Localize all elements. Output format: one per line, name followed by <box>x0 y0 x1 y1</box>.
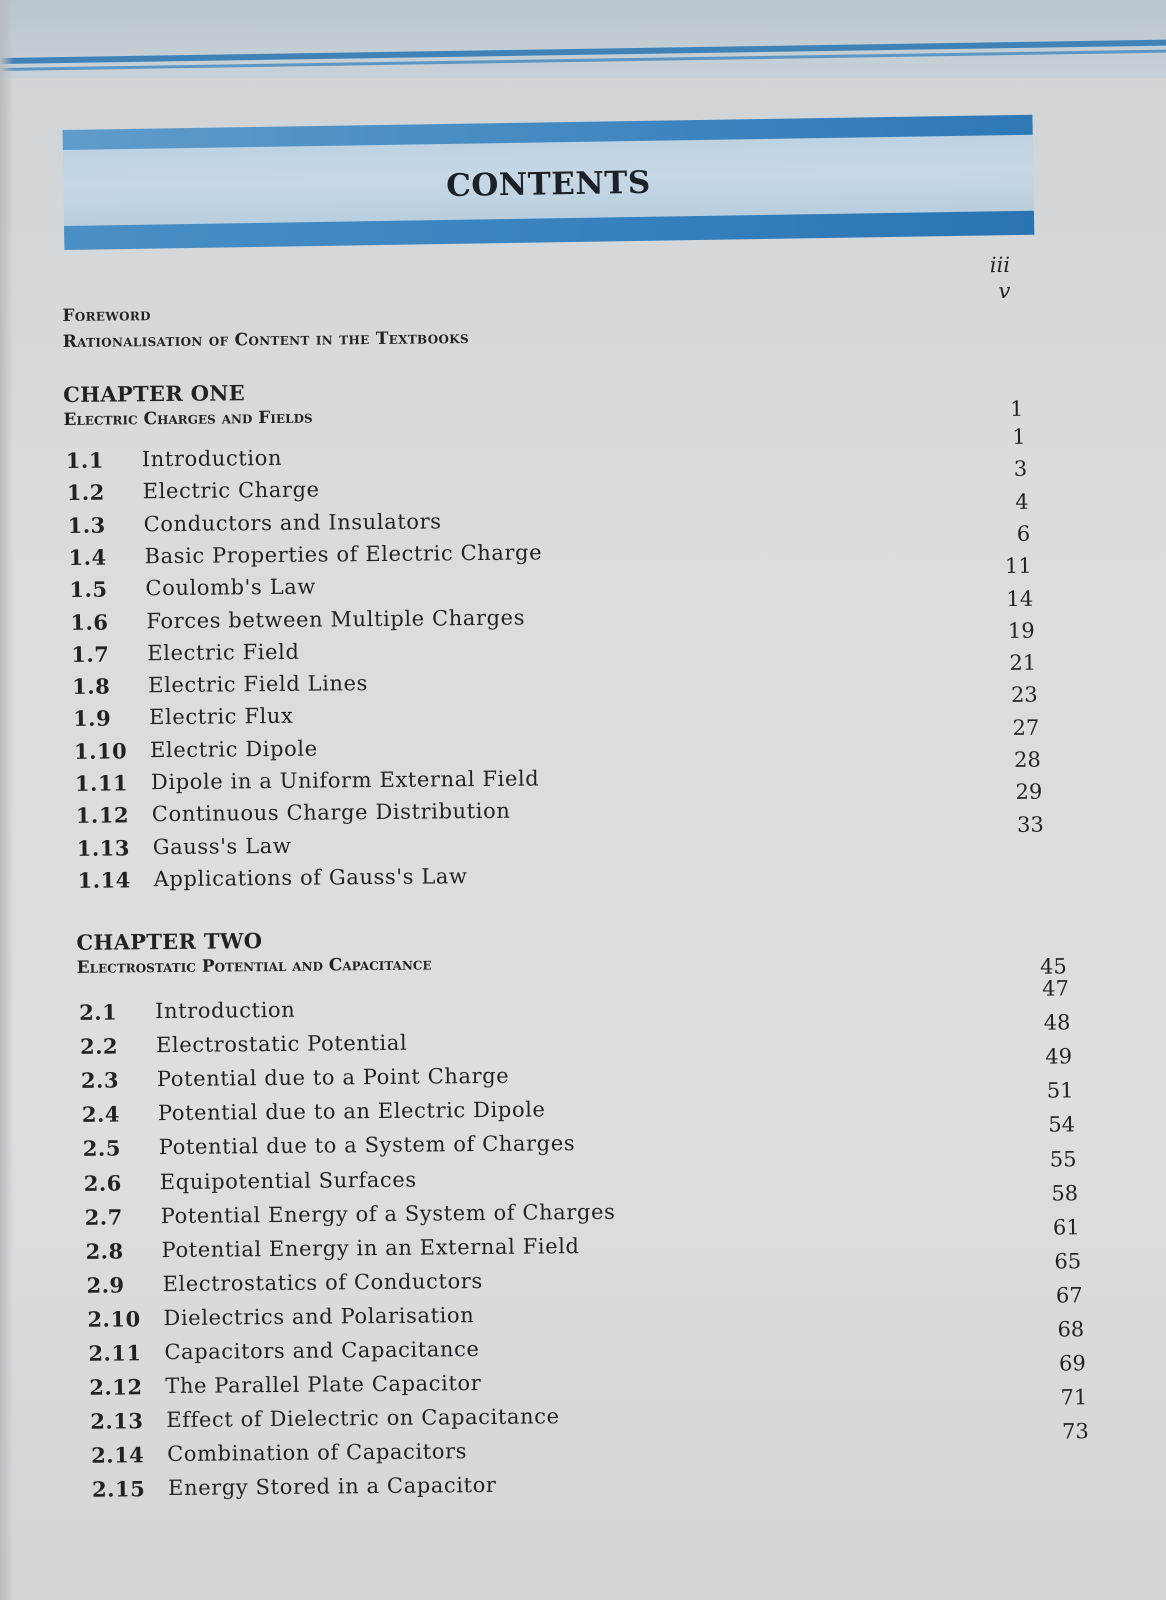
foreword-page: iii <box>989 252 1011 278</box>
section-page: 67 <box>1055 1283 1083 1308</box>
section-number: 1.12 <box>75 802 130 829</box>
section-title: Forces between Multiple Charges <box>146 605 526 633</box>
chapter-one-page: 1 <box>1009 396 1024 421</box>
foreword-label: Foreword <box>62 305 151 326</box>
section-title: Electric Dipole <box>149 736 318 762</box>
rationalisation-label: Rationalisation of Content in the Textbooks <box>62 328 469 352</box>
section-title: Electrostatic Potential <box>155 1030 408 1058</box>
section-number: 2.2 <box>79 1033 119 1059</box>
section-title: Capacitors and Capacitance <box>164 1337 480 1365</box>
section-page: 21 <box>1009 650 1037 676</box>
section-number: 1.2 <box>66 479 105 506</box>
section-number: 1.1 <box>65 447 105 473</box>
section-page: 28 <box>1013 747 1041 772</box>
section-page: 49 <box>1045 1044 1073 1069</box>
section-title: Introduction <box>141 445 283 472</box>
section-page: 14 <box>1006 586 1034 611</box>
section-title: Potential Energy in an External Field <box>161 1233 580 1262</box>
section-number: 2.5 <box>82 1135 122 1162</box>
section-number: 2.1 <box>79 999 118 1025</box>
section-number: 1.10 <box>73 738 128 764</box>
section-page: 4 <box>1015 489 1029 514</box>
section-title: Electric Field Lines <box>148 671 369 698</box>
section-page: 55 <box>1049 1146 1077 1172</box>
section-page: 27 <box>1012 715 1040 740</box>
section-page: 19 <box>1007 618 1035 643</box>
section-page: 6 <box>1016 521 1031 546</box>
section-title: Effect of Dielectric on Capacitance <box>166 1404 560 1433</box>
section-number: 1.9 <box>73 705 112 732</box>
section-title: Basic Properties of Electric Charge <box>144 540 543 569</box>
section-number: 2.7 <box>84 1204 123 1230</box>
section-title: Equipotential Surfaces <box>159 1167 417 1194</box>
section-title: Dipole in a Uniform External Field <box>150 766 540 795</box>
section-number: 1.7 <box>71 641 110 667</box>
chapter-one-label: CHAPTER ONE <box>63 380 246 407</box>
section-number: 2.10 <box>87 1306 141 1332</box>
section-page: 68 <box>1057 1317 1085 1342</box>
chapter-two-label: CHAPTER TWO <box>76 928 263 955</box>
section-title: Gauss's Law <box>152 833 292 859</box>
section-title: Combination of Capacitors <box>167 1439 468 1467</box>
section-page: 29 <box>1015 779 1043 805</box>
section-title: Electrostatics of Conductors <box>162 1268 483 1296</box>
section-page: 23 <box>1010 683 1038 708</box>
section-page: 51 <box>1046 1078 1074 1103</box>
section-number: 1.6 <box>70 609 109 635</box>
toc-entry <box>92 1468 1092 1510</box>
section-number: 2.11 <box>88 1340 142 1366</box>
section-page: 69 <box>1058 1351 1086 1376</box>
contents-banner <box>62 81 1035 268</box>
spine-shadow <box>0 0 14 1600</box>
section-title: The Parallel Plate Capacitor <box>165 1371 482 1399</box>
section-page: 47 <box>1042 976 1070 1001</box>
section-page: 54 <box>1048 1112 1076 1137</box>
section-page: 73 <box>1061 1419 1089 1444</box>
section-title: Potential due to an Electric Dipole <box>157 1097 546 1126</box>
section-title: Coulomb's Law <box>145 574 316 601</box>
section-title: Potential due to a System of Charges <box>158 1131 576 1160</box>
section-number: 1.5 <box>69 576 108 603</box>
section-title: Electric Charge <box>142 477 320 504</box>
section-title: Conductors and Insulators <box>143 508 442 536</box>
section-number: 1.8 <box>72 673 111 700</box>
section-title: Dielectrics and Polarisation <box>163 1302 475 1330</box>
section-number: 2.15 <box>91 1476 146 1503</box>
section-title: Introduction <box>155 997 296 1024</box>
section-page: 48 <box>1043 1010 1071 1035</box>
section-number: 1.11 <box>74 770 129 796</box>
section-number: 1.14 <box>77 867 131 893</box>
section-page: 3 <box>1013 457 1028 482</box>
page-title: CONTENTS <box>445 164 651 204</box>
section-page: 1 <box>1012 424 1026 449</box>
section-title: Electric Field <box>147 639 300 665</box>
section-title: Applications of Gauss's Law <box>153 864 468 892</box>
chapter-two-title: Electrostatic Potential and Capacitance <box>76 954 432 978</box>
section-number: 2.4 <box>81 1101 121 1128</box>
section-number: 2.12 <box>89 1374 143 1400</box>
section-page: 61 <box>1052 1214 1080 1240</box>
section-number: 1.4 <box>68 544 107 570</box>
section-number: 2.3 <box>80 1067 120 1094</box>
section-number: 2.14 <box>91 1442 145 1469</box>
rationalisation-page: v <box>998 278 1011 304</box>
section-page: 71 <box>1060 1385 1088 1410</box>
section-title: Potential Energy of a System of Charges <box>160 1199 616 1228</box>
section-number: 1.13 <box>76 834 131 861</box>
section-title: Energy Stored in a Capacitor <box>167 1473 497 1501</box>
section-page: 65 <box>1054 1249 1082 1274</box>
section-title: Electric Flux <box>149 704 294 730</box>
section-page: 58 <box>1051 1180 1079 1206</box>
section-number: 2.6 <box>83 1169 122 1196</box>
section-title: Continuous Charge Distribution <box>151 799 511 827</box>
section-number: 2.9 <box>86 1272 125 1298</box>
section-number: 1.3 <box>67 512 106 538</box>
section-number: 2.13 <box>90 1408 144 1434</box>
chapter-one-title: Electric Charges and Fields <box>63 407 313 430</box>
chapter-two-page: 45 <box>1039 954 1067 979</box>
section-page: 11 <box>1004 553 1032 579</box>
section-title: Potential due to a Point Charge <box>156 1063 510 1092</box>
section-number: 2.8 <box>85 1238 124 1264</box>
section-page: 33 <box>1016 812 1044 837</box>
